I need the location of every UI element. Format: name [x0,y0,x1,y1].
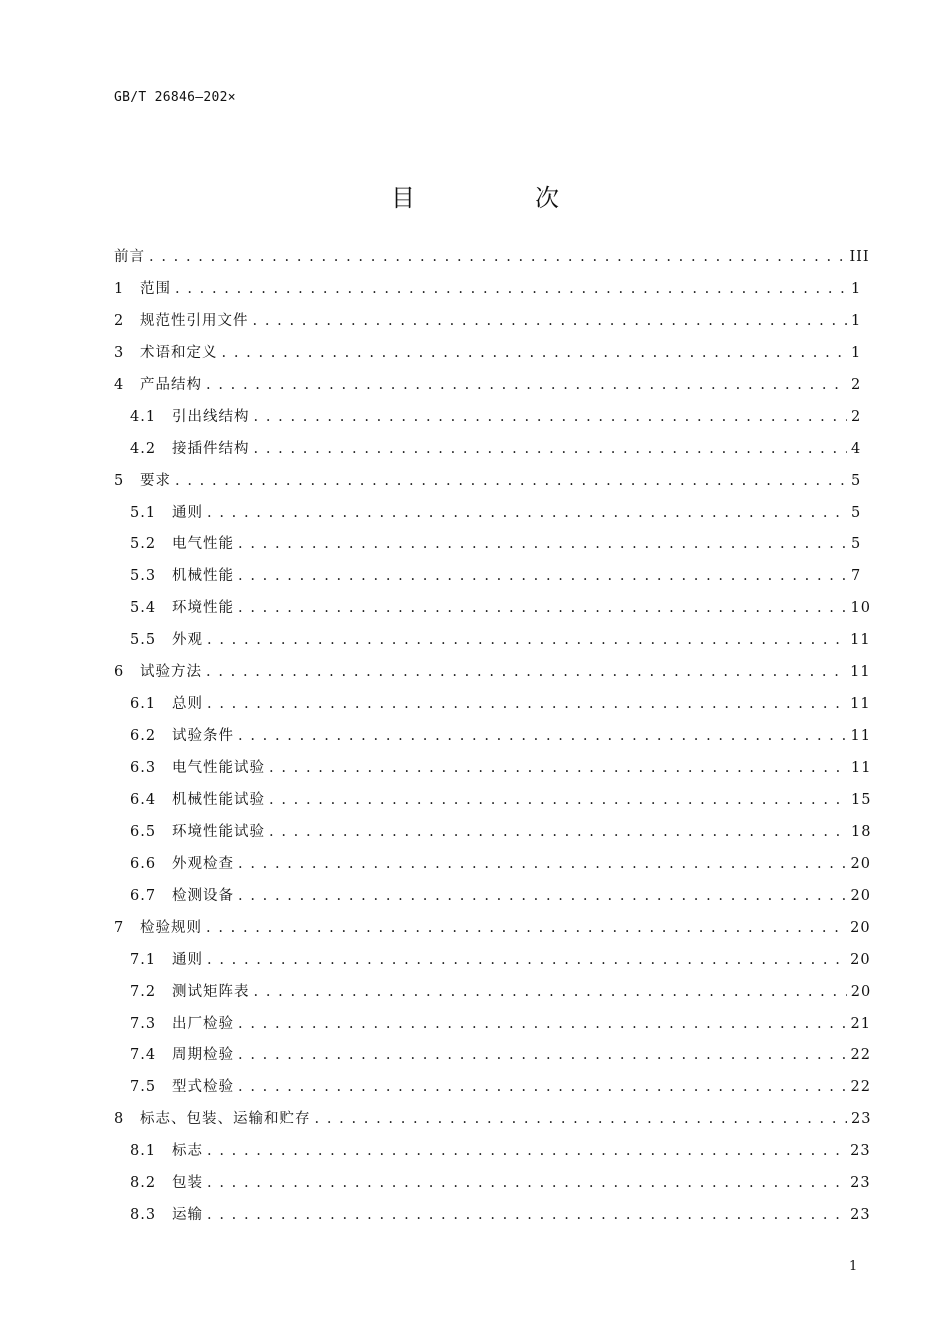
toc-entry-title: 总则 [172,696,203,713]
toc-entry[interactable] [114,402,862,434]
toc-entry[interactable] [114,498,862,530]
toc-entry-page: 20 [850,983,872,1000]
toc-dot-leader [207,945,846,977]
toc-entry[interactable] [114,721,871,753]
toc-entry[interactable] [114,657,871,689]
toc-entry-title: 接插件结构 [172,440,250,457]
toc-entry-number: 7.5 [130,1079,157,1096]
toc-entry-number: 5.1 [130,504,157,521]
toc-entry-title: 范围 [140,280,171,297]
toc-entry-page: III [849,249,870,265]
toc-entry-title: 外观检查 [172,855,234,872]
toc-dot-leader [238,1072,847,1104]
toc-entry-title: 检测设备 [172,887,234,904]
toc-entry-page: 20 [850,855,871,872]
toc-dot-leader [238,721,847,753]
toc-entry-page: 5 [851,472,862,489]
toc-entry-page: 21 [850,1015,871,1032]
toc-dot-leader [175,274,847,306]
toc-entry-page: 22 [850,1047,871,1064]
toc-dot-leader [238,593,847,625]
toc-dot-leader [238,561,847,593]
toc-entry-number: 4 [114,376,125,393]
toc-dot-leader [269,785,847,817]
toc-entry-number: 7.4 [130,1047,157,1064]
toc-entry-number: 6.4 [130,791,157,808]
toc-entry-title: 试验条件 [172,728,234,745]
toc-entry[interactable] [114,529,862,561]
toc-dot-leader [254,402,848,434]
toc-entry-page: 23 [851,1111,872,1128]
toc-entry-number: 7.3 [130,1015,157,1032]
toc-entry[interactable] [114,1136,871,1168]
toc-entry-number: 6.6 [130,855,157,872]
toc-entry-number: 7.1 [130,951,157,968]
toc-entry[interactable] [114,625,871,657]
toc-entry[interactable] [114,817,872,849]
toc-entry-title: 型式检验 [172,1079,234,1096]
toc-entry[interactable] [114,1040,871,1072]
toc-entry-page: 5 [851,536,862,553]
toc-entry[interactable] [114,1072,871,1104]
toc-entry-title: 周期检验 [172,1047,234,1064]
toc-entry-title: 前言 [114,249,145,265]
toc-dot-leader [238,881,847,913]
toc-entry-page: 2 [851,376,862,393]
toc-dot-leader [238,529,847,561]
toc-entry-number: 4.2 [130,440,157,457]
toc-entry-title: 机械性能 [172,568,234,585]
toc-entry-title: 引出线结构 [172,408,250,425]
toc-entry[interactable] [114,785,872,817]
toc-entry-title: 检验规则 [140,919,202,936]
toc-entry-page: 10 [850,600,871,617]
toc-entry-title: 标志 [172,1143,203,1160]
toc-entry-number: 8.3 [130,1207,157,1224]
toc-entry-title: 出厂检验 [172,1015,234,1032]
toc-entry-title: 电气性能试验 [172,760,265,776]
toc-entry-title: 通则 [172,504,203,521]
toc-entry-number: 2 [114,312,125,329]
toc-entry-number: 1 [114,280,125,297]
toc-entry-page: 2 [851,408,862,425]
toc-entry[interactable] [114,561,862,593]
toc-dot-leader [254,434,848,466]
toc-entry-title: 产品结构 [140,376,202,393]
toc-entry-number: 6 [114,664,125,681]
toc-entry-number: 7 [114,919,125,936]
toc-entry-title: 通则 [172,951,203,968]
toc-entry-page: 18 [850,823,872,840]
table-of-contents [114,242,872,1232]
toc-dot-leader [206,370,847,402]
toc-dot-leader [315,1104,848,1136]
toc-entry[interactable] [114,1104,872,1136]
toc-entry-number: 8.1 [130,1143,157,1160]
toc-entry-title: 电气性能 [172,536,234,553]
toc-entry-number: 5.3 [130,568,157,585]
page-title: 目 次 [391,184,607,212]
toc-entry-number: 3 [114,344,125,361]
toc-entry-title: 环境性能 [172,600,234,617]
toc-entry-page: 11 [850,760,872,776]
toc-entry-page: 23 [850,1207,871,1224]
toc-entry-page: 11 [850,664,871,681]
toc-dot-leader [206,657,846,689]
toc-entry-number: 8.2 [130,1175,157,1192]
toc-dot-leader [254,977,847,1009]
toc-entry[interactable] [114,306,862,338]
toc-entry-page: 1 [851,280,862,297]
toc-entry-page: 15 [850,791,872,808]
standard-code: GB/T 26846—202× [114,90,236,105]
toc-entry-page: 11 [850,632,871,649]
toc-dot-leader [206,913,846,945]
toc-entry-title: 机械性能试验 [172,791,265,808]
toc-entry-number: 5 [114,472,125,489]
toc-entry-title: 运输 [172,1207,203,1224]
toc-entry[interactable] [114,593,871,625]
toc-entry[interactable] [114,274,862,306]
toc-entry-page: 22 [850,1079,871,1096]
toc-dot-leader [238,849,847,881]
toc-entry-title: 试验方法 [140,664,202,681]
toc-dot-leader [207,689,846,721]
toc-dot-leader [207,498,847,530]
toc-entry[interactable] [114,338,862,370]
toc-entry-number: 6.3 [130,760,157,776]
toc-entry-page: 5 [851,504,862,521]
toc-dot-leader [269,753,847,785]
toc-entry-number: 5.4 [130,600,157,617]
toc-entry-number: 5.5 [130,632,157,649]
toc-entry-page: 11 [850,728,871,745]
toc-entry[interactable] [114,466,862,498]
toc-dot-leader [207,1168,846,1200]
toc-entry-page: 7 [851,568,862,585]
toc-entry-title: 要求 [140,472,171,489]
toc-entry-page: 20 [850,951,871,968]
toc-dot-leader [238,1040,847,1072]
toc-entry-page: 23 [850,1143,871,1160]
toc-entry-number: 6.1 [130,696,157,713]
toc-entry-number: 6.7 [130,887,157,904]
page-number: 1 [849,1259,858,1274]
toc-dot-leader [207,1200,846,1232]
toc-entry-title: 环境性能试验 [172,823,265,840]
toc-entry-number: 8 [114,1111,125,1128]
toc-entry[interactable] [114,370,862,402]
toc-entry[interactable] [114,849,871,881]
toc-entry[interactable] [114,881,871,913]
toc-entry[interactable] [114,434,862,466]
toc-dot-leader [269,817,847,849]
toc-entry[interactable] [114,753,872,785]
toc-entry-title: 术语和定义 [140,344,218,361]
toc-entry-number: 6.2 [130,728,157,745]
toc-dot-leader [175,466,847,498]
toc-entry[interactable] [114,1200,871,1232]
toc-entry[interactable] [114,913,871,945]
toc-entry-page: 20 [850,887,871,904]
toc-dot-leader [207,625,846,657]
toc-entry-page: 23 [850,1175,871,1192]
toc-entry[interactable] [114,689,871,721]
toc-entry[interactable] [114,977,872,1009]
toc-entry-page: 1 [851,344,862,361]
toc-entry-title: 标志、包装、运输和贮存 [140,1111,311,1128]
toc-dot-leader [238,1009,847,1041]
toc-entry-number: 6.5 [130,823,157,840]
toc-dot-leader [222,338,848,370]
toc-entry-page: 1 [851,312,862,329]
toc-entry-number: 4.1 [130,408,157,425]
toc-dot-leader [207,1136,846,1168]
toc-entry-page: 4 [851,440,862,457]
toc-entry-page: 20 [850,919,871,936]
toc-entry-number: 7.2 [130,983,157,1000]
toc-dot-leader [149,242,845,274]
toc-entry-title: 测试矩阵表 [172,983,250,1000]
toc-entry[interactable] [114,945,871,977]
toc-entry[interactable] [114,242,870,274]
toc-entry-title: 外观 [172,632,203,649]
toc-entry-title: 包装 [172,1175,203,1192]
toc-entry-page: 11 [850,696,871,713]
toc-entry-title: 规范性引用文件 [140,312,249,329]
toc-entry-number: 5.2 [130,536,157,553]
toc-entry[interactable] [114,1009,871,1041]
toc-entry[interactable] [114,1168,871,1200]
toc-dot-leader [253,306,848,338]
